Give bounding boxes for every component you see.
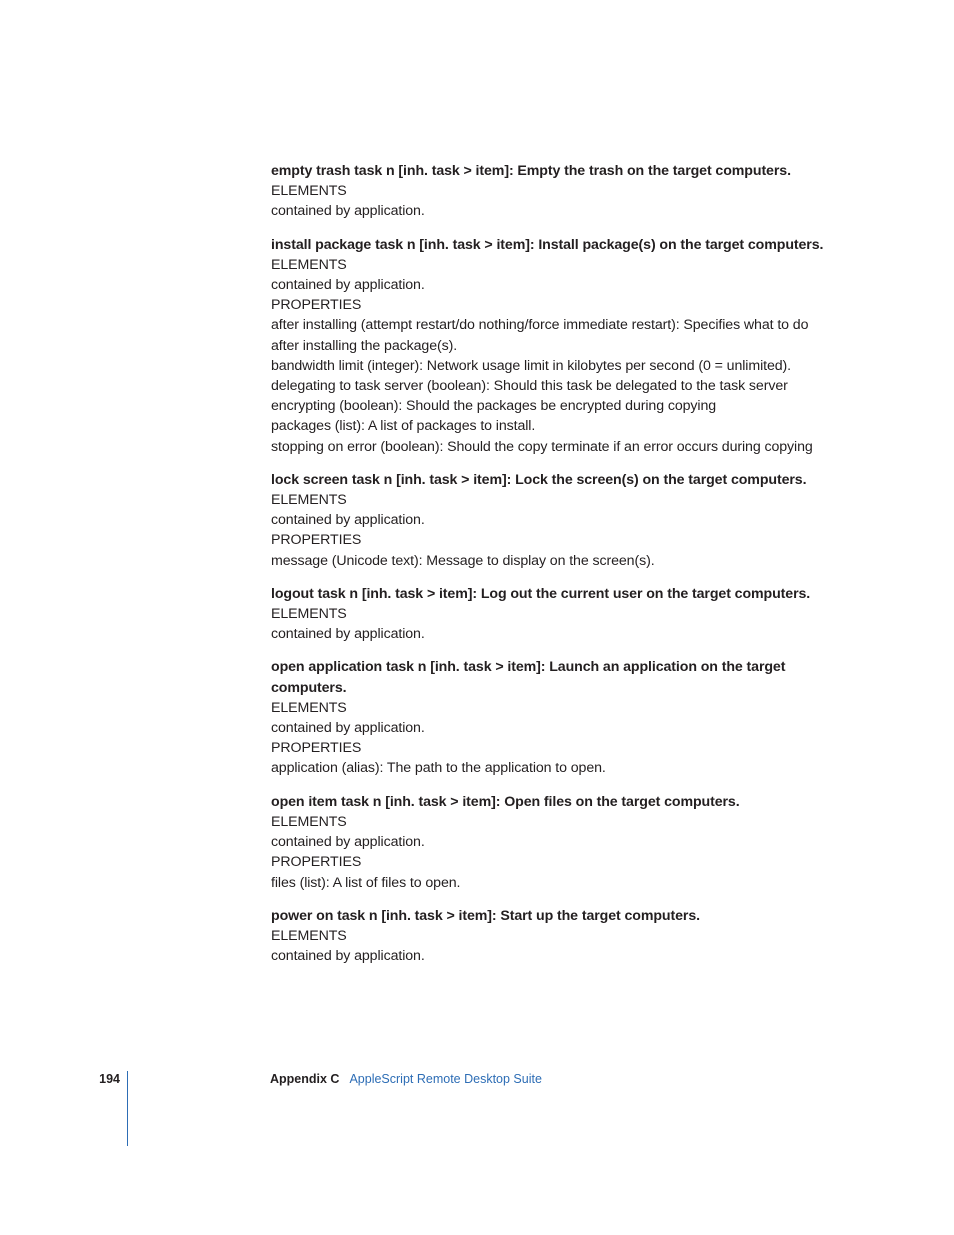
entry-line: contained by application. [271,203,425,220]
entry-heading: install package task n [inh. task > item]: Install package(s) on the target computers. [271,236,824,253]
section-label-elements: ELEMENTS [271,927,347,944]
property-line: delegating to task server (boolean): Should this task be delegated to the task server [271,378,788,395]
section-label-elements: ELEMENTS [271,606,347,623]
entry-install-package-task [271,235,831,457]
section-label-elements: ELEMENTS [271,256,347,273]
entry-line: contained by application. [271,277,425,294]
property-line: bandwidth limit (integer): Network usage limit in kilobytes per second (0 = unlimited). [271,357,792,374]
appendix-label: Appendix C [270,1072,340,1086]
entry-line: contained by application. [271,512,425,529]
property-line: after installing (attempt restart/do nothing/force immediate restart): Specifies what to do after installing the package(s). [271,317,809,354]
property-line: application (alias): The path to the application to open. [271,760,606,777]
section-title: AppleScript Remote Desktop Suite [349,1072,542,1086]
section-label-properties: PROPERTIES [271,532,362,549]
entry-line: contained by application. [271,948,425,965]
entry-empty-trash-task [271,161,831,222]
running-footer [270,1072,542,1086]
section-label-properties: PROPERTIES [271,740,362,757]
property-line: message (Unicode text): Message to display on the screen(s). [271,552,655,569]
entry-heading: logout task n [inh. task > item]: Log out the current user on the target computers. [271,585,811,602]
entry-line: contained by application. [271,834,425,851]
section-label-properties: PROPERTIES [271,297,362,314]
entry-open-application-task [271,657,831,778]
section-label-elements: ELEMENTS [271,183,347,200]
entry-open-item-task [271,792,831,893]
footer-divider [127,1071,128,1146]
section-label-elements: ELEMENTS [271,699,347,716]
entry-logout-task [271,584,831,645]
entry-heading: power on task n [inh. task > item]: Start up the target computers. [271,907,700,924]
entry-heading: lock screen task n [inh. task > item]: Lock the screen(s) on the target computers. [271,471,807,488]
entry-heading: open item task n [inh. task > item]: Open files on the target computers. [271,793,740,810]
section-label-properties: PROPERTIES [271,854,362,871]
property-line: packages (list): A list of packages to install. [271,418,536,435]
entry-power-on-task [271,906,831,967]
section-label-elements: ELEMENTS [271,492,347,509]
entry-line: contained by application. [271,720,425,737]
property-line: stopping on error (boolean): Should the copy terminate if an error occurs during copying [271,438,813,455]
entry-line: contained by application. [271,626,425,643]
property-line: encrypting (boolean): Should the packages be encrypted during copying [271,398,717,415]
document-body [271,161,831,979]
section-label-elements: ELEMENTS [271,813,347,830]
page-number: 194 [99,1072,120,1086]
property-line: files (list): A list of files to open. [271,874,461,891]
entry-heading: empty trash task n [inh. task > item]: Empty the trash on the target computers. [271,163,791,179]
entry-lock-screen-task [271,470,831,571]
entry-heading: open application task n [inh. task > item]: Launch an application on the target computers. [271,659,786,696]
